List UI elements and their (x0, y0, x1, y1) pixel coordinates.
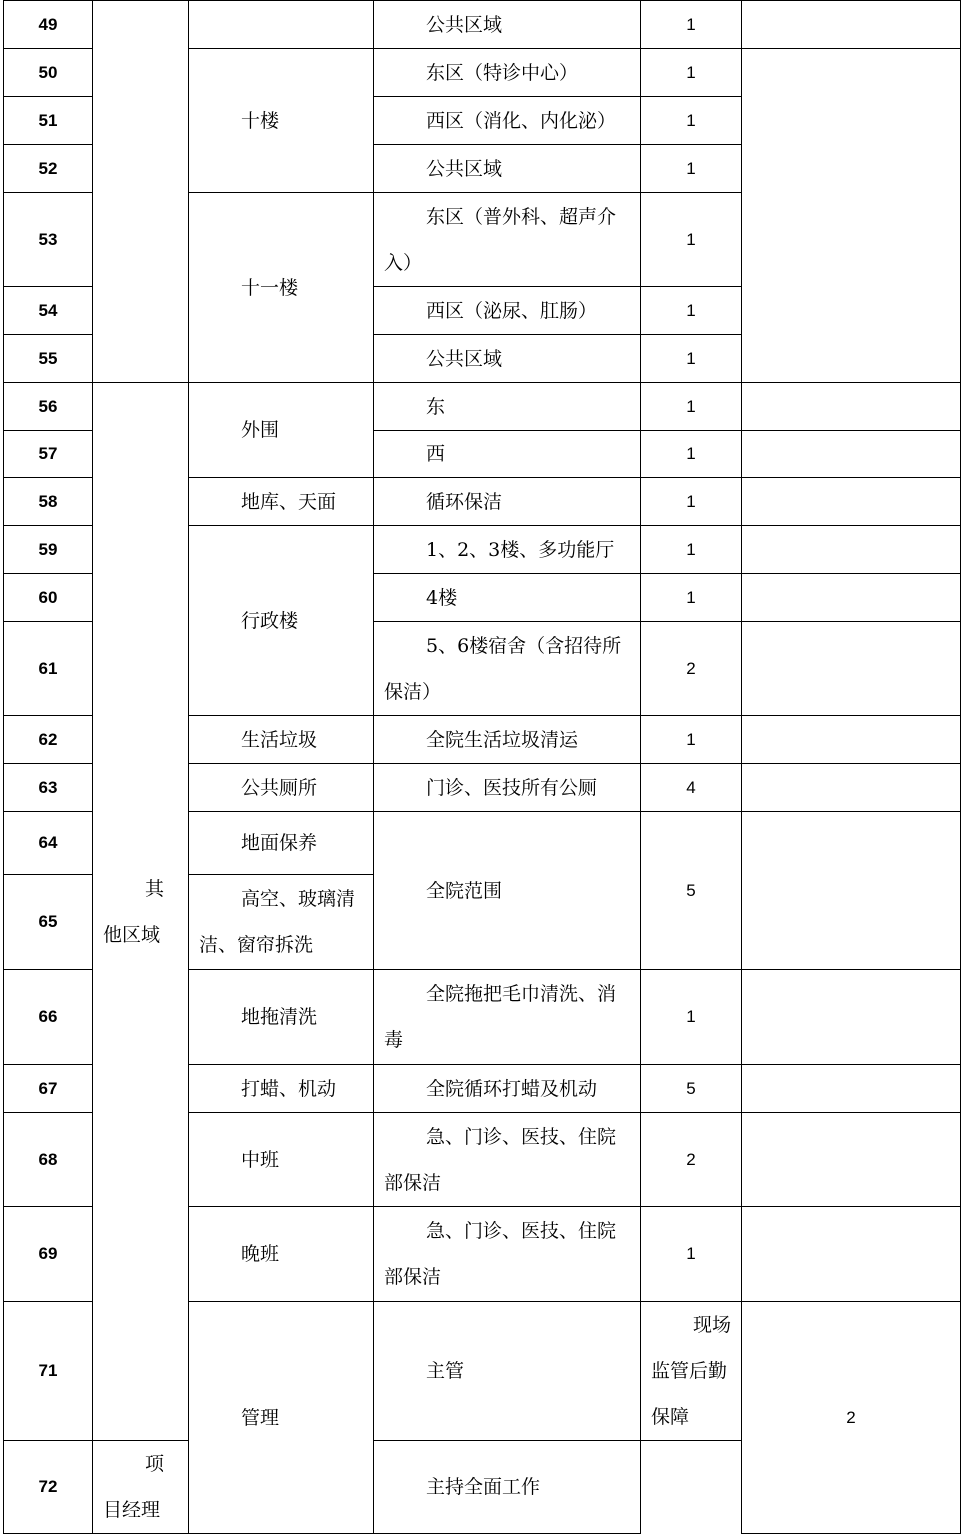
floor-cell-floor-care: 地面保养 (189, 812, 374, 875)
floor-cell-mid-shift: 中班 (189, 1113, 374, 1207)
area-cell: 西区（泌尿、肛肠） (374, 287, 641, 335)
remarks-cell (742, 812, 961, 970)
row-number: 50 (4, 49, 93, 97)
row-number: 55 (4, 335, 93, 383)
floor-cell-night-shift: 晚班 (189, 1207, 374, 1302)
row-number: 57 (4, 431, 93, 478)
area-cell: 公共区域 (374, 145, 641, 193)
quantity-cell: 2 (742, 1302, 961, 1534)
remarks-cell (742, 622, 961, 716)
floor-cell-toilet: 公共厕所 (189, 764, 374, 812)
area-cell: 1、2、3楼、多功能厅 (374, 526, 641, 574)
remarks-cell (742, 1065, 961, 1113)
table-row (4, 1, 961, 49)
quantity-cell: 1 (641, 478, 742, 526)
quantity-cell: 1 (641, 431, 742, 478)
quantity-cell: 1 (641, 1, 742, 49)
row-number: 68 (4, 1113, 93, 1207)
remarks-cell (742, 478, 961, 526)
area-cell: 东区（普外科、超声介入） (374, 193, 641, 287)
remarks-cell (742, 431, 961, 478)
area-cell: 急、门诊、医技、住院部保洁 (374, 1207, 641, 1302)
row-number: 53 (4, 193, 93, 287)
remarks-cell (742, 49, 961, 383)
row-number: 58 (4, 478, 93, 526)
row-number: 66 (4, 970, 93, 1065)
row-number: 69 (4, 1207, 93, 1302)
area-cell: 东 (374, 383, 641, 431)
area-cell: 西区（消化、内化泌） (374, 97, 641, 145)
area-cell: 西 (374, 431, 641, 478)
quantity-cell: 2 (641, 622, 742, 716)
quantity-cell: 1 (641, 526, 742, 574)
area-cell: 公共区域 (374, 335, 641, 383)
area-cell: 全院循环打蜡及机动 (374, 1065, 641, 1113)
row-number: 54 (4, 287, 93, 335)
category-cell-mgmt: 管理 (189, 1302, 374, 1534)
floor-cell-supervisor: 主管 (374, 1302, 641, 1441)
quantity-cell: 1 (641, 49, 742, 97)
row-number: 64 (4, 812, 93, 875)
row-number: 49 (4, 1, 93, 49)
quantity-cell: 1 (641, 970, 742, 1065)
category-cell-other: 其他区域 (93, 383, 189, 1441)
quantity-cell: 1 (641, 97, 742, 145)
row-number: 63 (4, 764, 93, 812)
quantity-cell: 1 (641, 287, 742, 335)
remarks-cell (742, 1113, 961, 1207)
floor-cell-11: 十一楼 (189, 193, 374, 383)
row-number: 51 (4, 97, 93, 145)
remarks-cell (742, 716, 961, 764)
area-cell: 公共区域 (374, 1, 641, 49)
quantity-cell: 1 (641, 716, 742, 764)
floor-cell-admin: 行政楼 (189, 526, 374, 716)
cleaning-staff-table (3, 0, 961, 1534)
floor-cell-mop: 地拖清洗 (189, 970, 374, 1065)
floor-cell-garbage: 生活垃圾 (189, 716, 374, 764)
remarks-cell (742, 383, 961, 431)
remarks-cell (742, 764, 961, 812)
area-cell: 东区（特诊中心） (374, 49, 641, 97)
row-number: 59 (4, 526, 93, 574)
row-number: 60 (4, 574, 93, 622)
floor-cell-empty (189, 1, 374, 49)
area-cell: 5、6楼宿舍（含招待所保洁） (374, 622, 641, 716)
area-cell: 现场监管后勤保障 (641, 1302, 742, 1441)
remarks-cell (742, 574, 961, 622)
quantity-cell: 1 (641, 193, 742, 287)
row-number: 72 (4, 1441, 93, 1534)
row-number: 71 (4, 1302, 93, 1441)
quantity-cell: 1 (641, 383, 742, 431)
area-cell-whole-hospital: 全院范围 (374, 812, 641, 970)
remarks-cell (742, 1, 961, 49)
quantity-cell: 5 (641, 812, 742, 970)
area-cell: 4楼 (374, 574, 641, 622)
quantity-cell: 1 (641, 145, 742, 193)
quantity-cell: 2 (641, 1113, 742, 1207)
remarks-cell (742, 526, 961, 574)
area-cell: 全院拖把毛巾清洗、消毒 (374, 970, 641, 1065)
floor-cell-waxing: 打蜡、机动 (189, 1065, 374, 1113)
floor-cell-basement: 地库、天面 (189, 478, 374, 526)
quantity-cell: 1 (641, 335, 742, 383)
floor-cell-perimeter: 外围 (189, 383, 374, 478)
floor-cell-manager: 项目经理 (93, 1441, 189, 1534)
area-cell: 循环保洁 (374, 478, 641, 526)
row-number: 56 (4, 383, 93, 431)
area-cell: 主持全面工作 (374, 1441, 641, 1534)
area-cell: 急、门诊、医技、住院部保洁 (374, 1113, 641, 1207)
row-number: 67 (4, 1065, 93, 1113)
quantity-cell: 5 (641, 1065, 742, 1113)
row-number: 65 (4, 875, 93, 970)
category-cell-empty (93, 1, 189, 383)
floor-cell-high-glass: 高空、玻璃清洁、窗帘拆洗 (189, 875, 374, 970)
table-row (4, 383, 961, 431)
area-cell: 门诊、医技所有公厕 (374, 764, 641, 812)
remarks-cell (742, 970, 961, 1065)
quantity-cell: 1 (641, 574, 742, 622)
quantity-cell: 4 (641, 764, 742, 812)
quantity-cell: 1 (641, 1207, 742, 1302)
row-number: 52 (4, 145, 93, 193)
remarks-cell (742, 1207, 961, 1302)
floor-cell-10: 十楼 (189, 49, 374, 193)
row-number: 61 (4, 622, 93, 716)
row-number: 62 (4, 716, 93, 764)
area-cell: 全院生活垃圾清运 (374, 716, 641, 764)
